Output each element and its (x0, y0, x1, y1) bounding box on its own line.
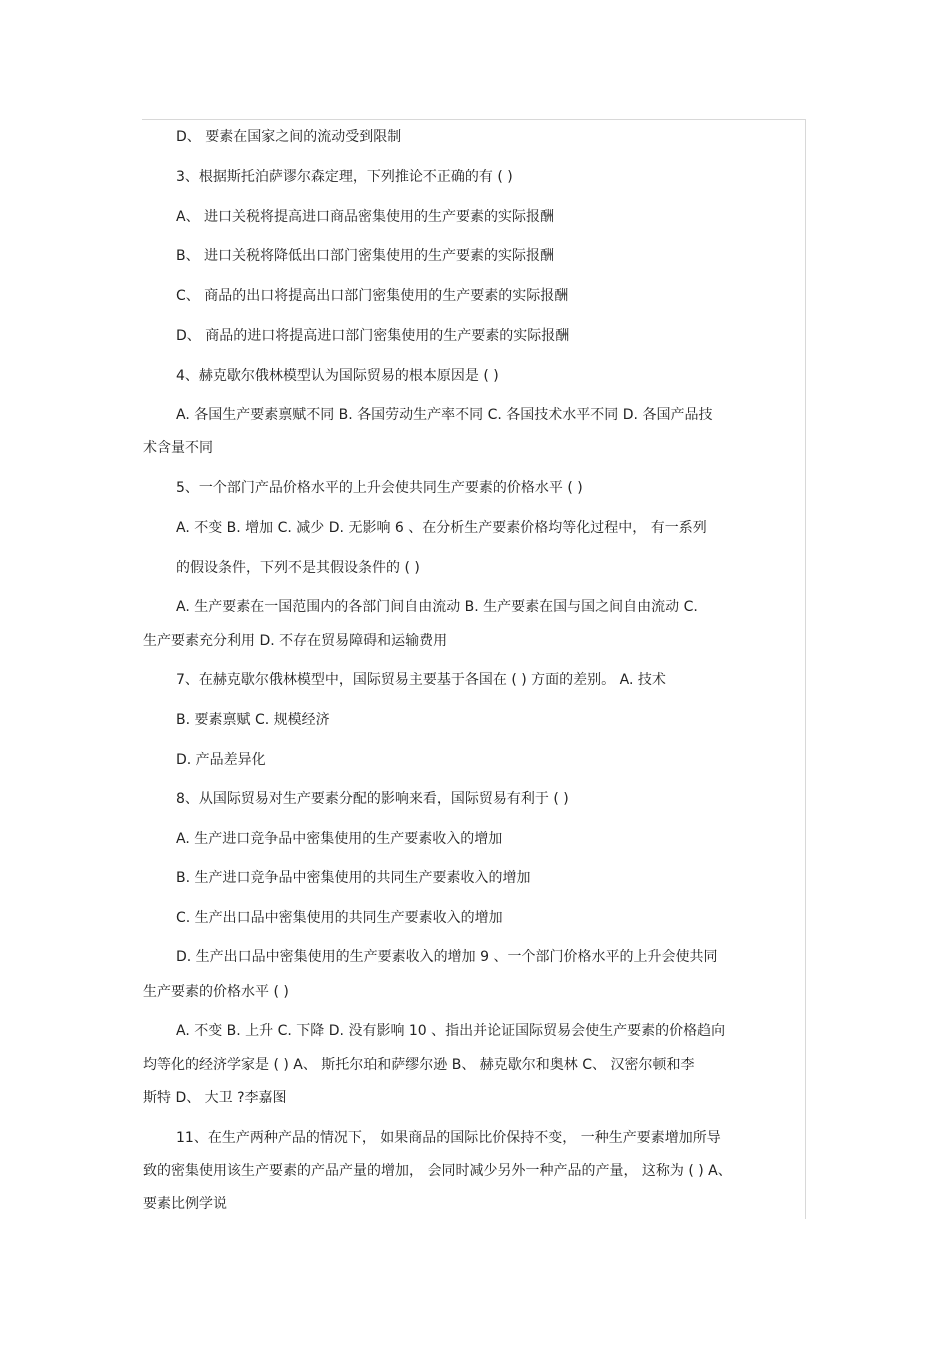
text-line: C、 商品的出口将提高出口部门密集使用的生产要素的实际报酬 (176, 288, 569, 304)
text-line: C. 生产出口品中密集使用的共同生产要素收入的增加 (176, 910, 503, 926)
text-line: 要素比例学说 (143, 1196, 227, 1212)
text-line: D、 商品的进口将提高进口部门密集使用的生产要素的实际报酬 (176, 328, 570, 344)
text-line: B. 要素禀赋 C. 规模经济 (176, 712, 330, 728)
text-line: 斯特 D、 大卫 ?李嘉图 (143, 1090, 287, 1106)
text-line: B. 生产进口竞争品中密集使用的共同生产要素收入的增加 (176, 870, 531, 886)
text-line: 生产要素充分利用 D. 不存在贸易障碍和运输费用 (143, 633, 448, 649)
page-frame (142, 119, 806, 1219)
text-line: A、 进口关税将提高进口商品密集使用的生产要素的实际报酬 (176, 209, 555, 225)
text-line: 8、从国际贸易对生产要素分配的影响来看，国际贸易有利于 ( ) (176, 791, 569, 807)
text-line: D. 生产出口品中密集使用的生产要素收入的增加 9 、一个部门价格水平的上升会使共同 (176, 949, 718, 965)
text-line: 3、根据斯托泊萨谬尔森定理，下列推论不正确的有 ( ) (176, 169, 513, 185)
text-line: D. 产品差异化 (176, 752, 266, 768)
text-line: A. 生产要素在一国范围内的各部门间自由流动 B. 生产要素在国与国之间自由流动 C. (176, 599, 698, 615)
text-line: D、 要素在国家之间的流动受到限制 (176, 129, 402, 145)
text-line: A. 不变 B. 增加 C. 减少 D. 无影响 6 、在分析生产要素价格均等化过程中， 有一系列 (176, 520, 707, 536)
text-line: 7、在赫克歇尔俄林模型中，国际贸易主要基于各国在 ( ) 方面的差别。 A. 技术 (176, 672, 666, 688)
text-line: 术含量不同 (143, 440, 213, 456)
text-line: 的假设条件，下列不是其假设条件的 ( ) (176, 560, 420, 576)
text-line: 11、在生产两种产品的情况下， 如果商品的国际比价保持不变， 一种生产要素增加所导 (176, 1130, 721, 1146)
text-line: 4、赫克歇尔俄林模型认为国际贸易的根本原因是 ( ) (176, 368, 499, 384)
text-line: 致的密集使用该生产要素的产品产量的增加， 会同时减少另外一种产品的产量， 这称为 ( ) A、 (143, 1163, 732, 1179)
text-line: A. 不变 B. 上升 C. 下降 D. 没有影响 10 、指出并论证国际贸易会使生产要素的价格趋向 (176, 1023, 726, 1039)
text-line: B、 进口关税将降低出口部门密集使用的生产要素的实际报酬 (176, 248, 555, 264)
text-line: 5、一个部门产品价格水平的上升会使共同生产要素的价格水平 ( ) (176, 480, 583, 496)
text-line: A. 各国生产要素禀赋不同 B. 各国劳动生产率不同 C. 各国技术水平不同 D. 各国产品技 (176, 407, 713, 423)
text-line: 生产要素的价格水平 ( ) (143, 984, 289, 1000)
text-line: 均等化的经济学家是 ( ) A、 斯托尔珀和萨缪尔逊 B、 赫克歇尔和奥林 C、 汉密尔顿和李 (143, 1057, 695, 1073)
text-line: A. 生产进口竞争品中密集使用的生产要素收入的增加 (176, 831, 503, 847)
